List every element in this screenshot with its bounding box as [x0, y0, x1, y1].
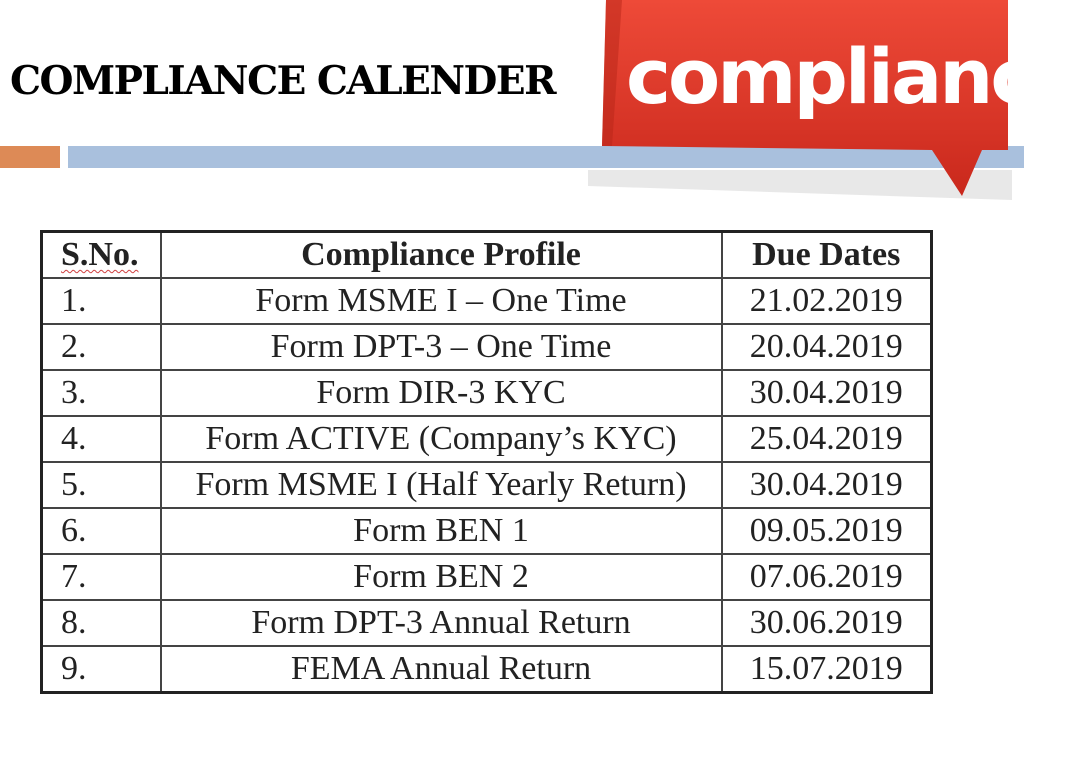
compliance-table-container: [40, 230, 930, 694]
row-compliance-profile: Form DIR-3 KYC: [161, 370, 722, 416]
row-due-date: 20.04.2019: [722, 324, 932, 370]
row-sno: 8.: [42, 600, 161, 646]
row-sno: 9.: [42, 646, 161, 693]
accent-bar-orange: [0, 146, 60, 168]
table-row: [42, 416, 932, 462]
compliance-logo: [582, 0, 1081, 200]
row-due-date: 15.07.2019: [722, 646, 932, 693]
row-due-date: 30.04.2019: [722, 462, 932, 508]
row-sno: 7.: [42, 554, 161, 600]
row-sno: 3.: [42, 370, 161, 416]
table-row: [42, 508, 932, 554]
table-row: [42, 462, 932, 508]
row-due-date: 30.06.2019: [722, 600, 932, 646]
row-sno: 5.: [42, 462, 161, 508]
row-compliance-profile: Form ACTIVE (Company’s KYC): [161, 416, 722, 462]
table-header-row: [42, 232, 932, 279]
row-compliance-profile: Form BEN 1: [161, 508, 722, 554]
row-compliance-profile: Form DPT-3 – One Time: [161, 324, 722, 370]
row-compliance-profile: Form MSME I (Half Yearly Return): [161, 462, 722, 508]
header-sno: S.No.: [42, 232, 161, 279]
row-due-date: 21.02.2019: [722, 278, 932, 324]
row-sno: 1.: [42, 278, 161, 324]
logo-wordmark: compliance: [626, 32, 1081, 121]
table-row: [42, 646, 932, 693]
slide-title: COMPLIANCE CALENDER: [10, 58, 555, 104]
header-due-dates: Due Dates: [722, 232, 932, 279]
row-compliance-profile: Form MSME I – One Time: [161, 278, 722, 324]
row-due-date: 25.04.2019: [722, 416, 932, 462]
row-due-date: 30.04.2019: [722, 370, 932, 416]
row-compliance-profile: FEMA Annual Return: [161, 646, 722, 693]
table-row: [42, 600, 932, 646]
table-row: [42, 554, 932, 600]
row-compliance-profile: Form DPT-3 Annual Return: [161, 600, 722, 646]
row-sno: 6.: [42, 508, 161, 554]
row-due-date: 07.06.2019: [722, 554, 932, 600]
table-row: [42, 278, 932, 324]
header-compliance-profile: Compliance Profile: [161, 232, 722, 279]
row-sno: 2.: [42, 324, 161, 370]
row-compliance-profile: Form BEN 2: [161, 554, 722, 600]
row-due-date: 09.05.2019: [722, 508, 932, 554]
table-row: [42, 324, 932, 370]
compliance-table: [40, 230, 933, 694]
table-row: [42, 370, 932, 416]
row-sno: 4.: [42, 416, 161, 462]
